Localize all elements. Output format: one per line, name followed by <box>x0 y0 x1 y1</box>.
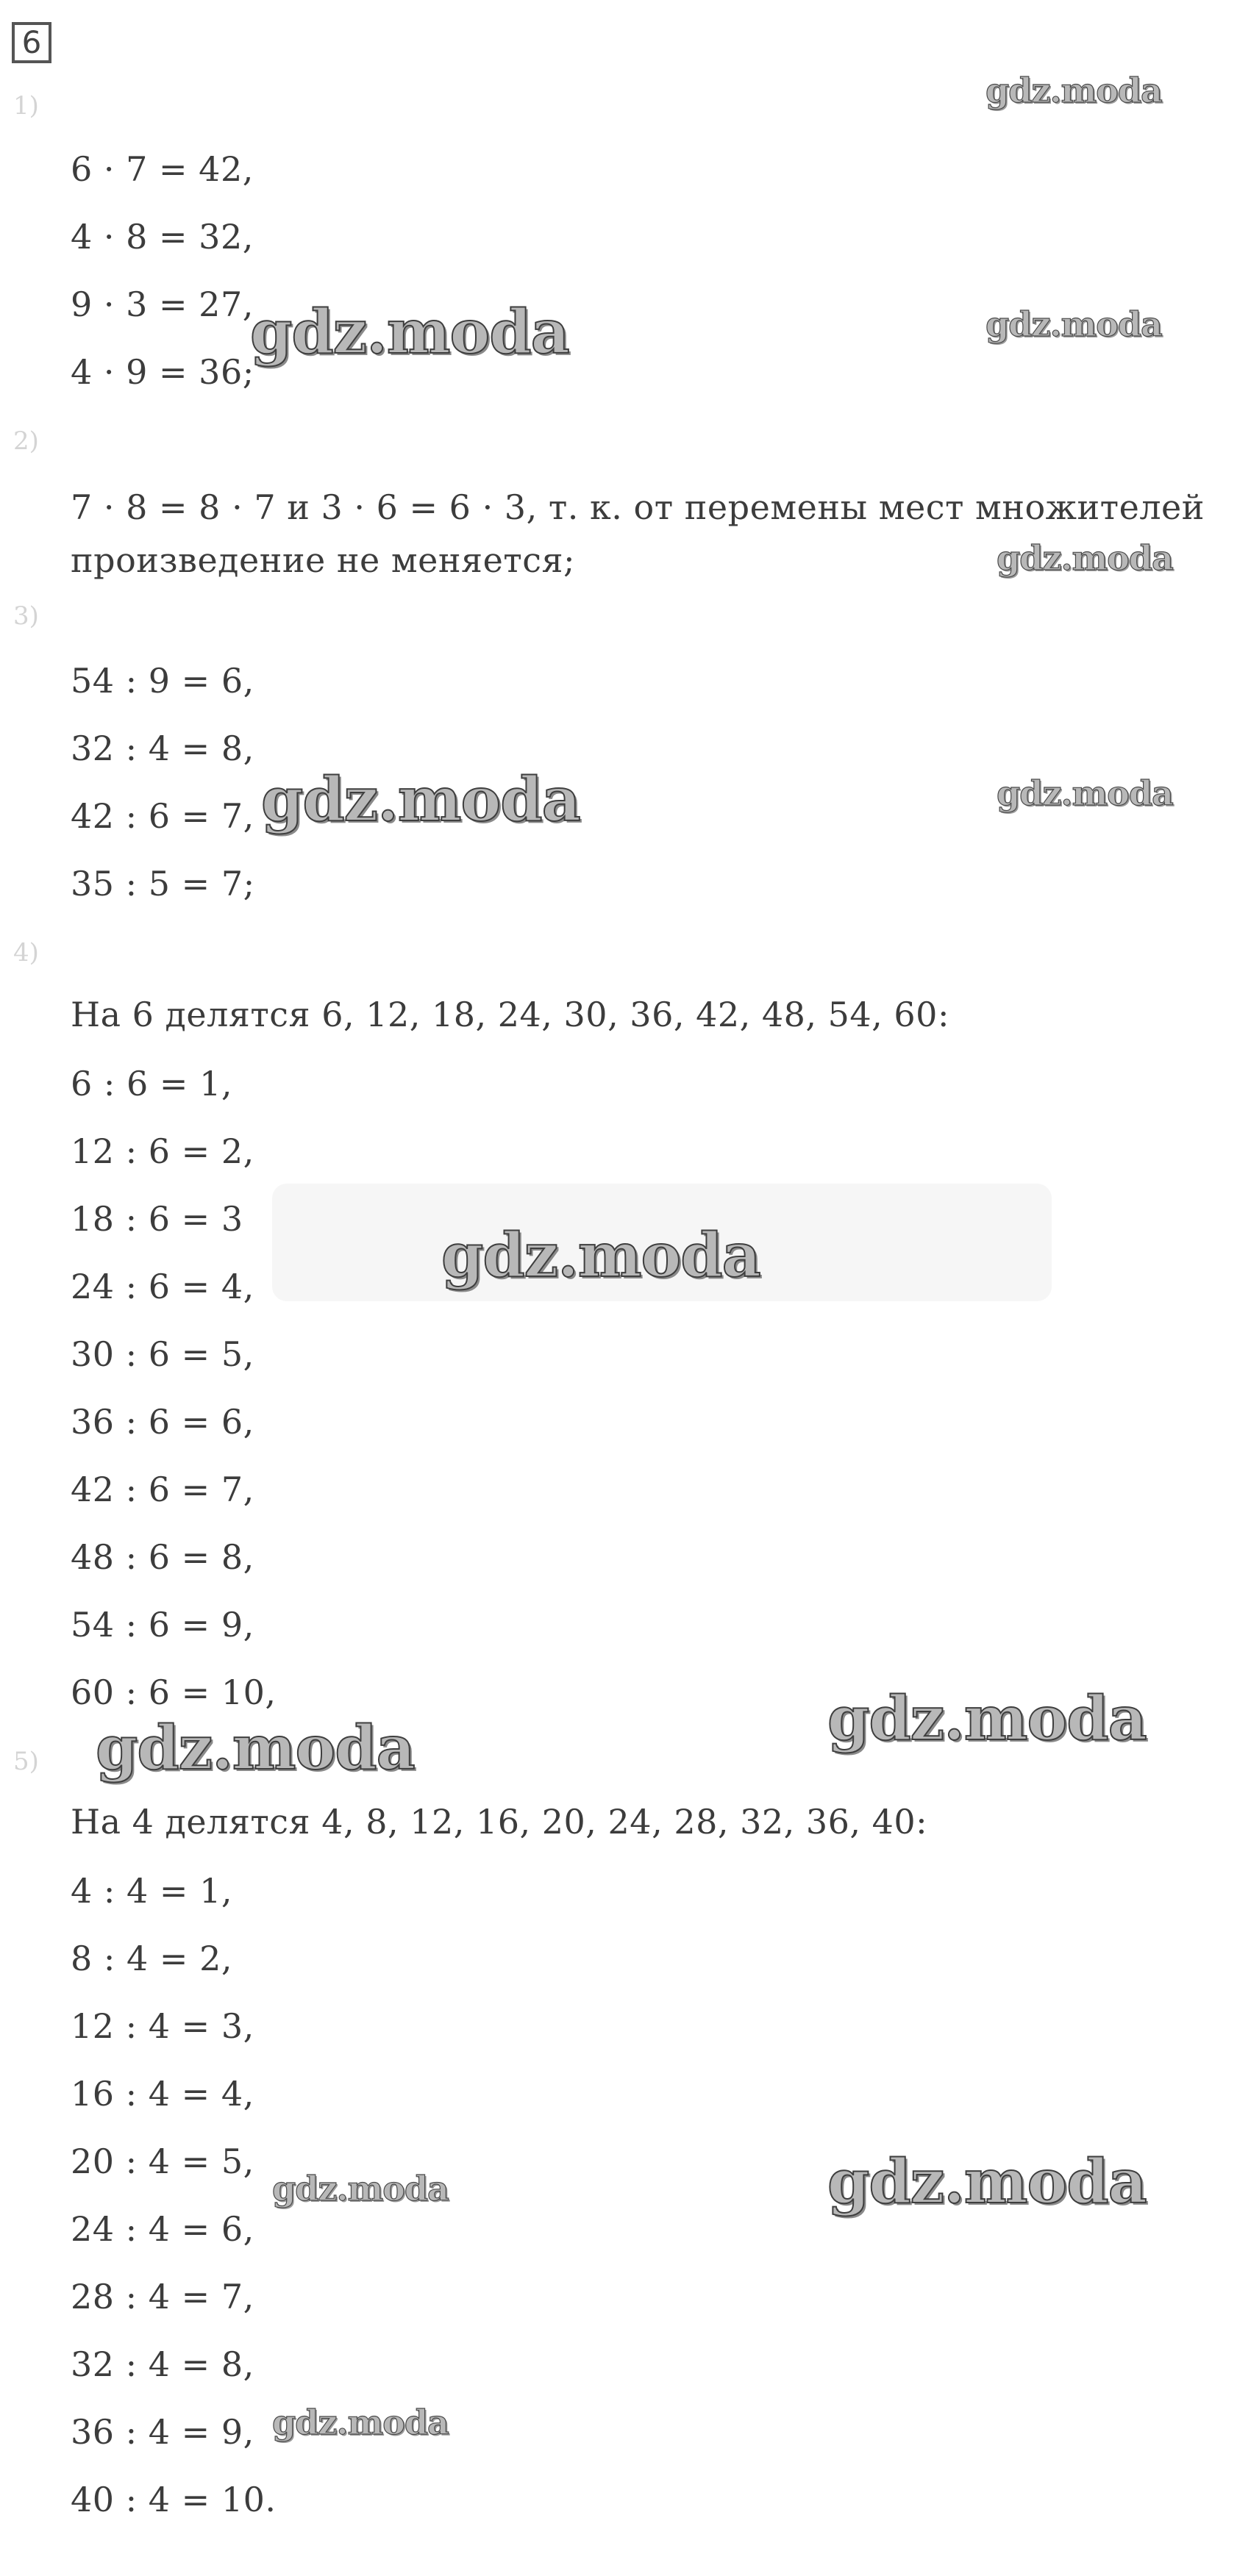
statement-line: На 6 делятся 6, 12, 18, 24, 30, 36, 42, 48, 54, 60: <box>71 995 949 1034</box>
equation-line: 36 : 4 = 9, <box>71 2412 254 2452</box>
watermark: gdz.moda <box>997 538 1173 578</box>
equation-line: 42 : 6 = 7, <box>71 796 254 836</box>
equation-line: 4 · 8 = 32, <box>71 217 254 257</box>
equation-line: 6 : 6 = 1, <box>71 1064 232 1103</box>
watermark: gdz.moda <box>261 765 580 835</box>
equation-line: 40 : 4 = 10. <box>71 2480 277 2519</box>
section-label: 1) <box>13 91 39 121</box>
equation-line: 48 : 6 = 8, <box>71 1537 254 1577</box>
task-number-box: 6 <box>12 22 51 63</box>
equation-line: 6 · 7 = 42, <box>71 149 254 189</box>
section-label: 3) <box>13 601 39 631</box>
section-label: 2) <box>13 426 39 456</box>
equation-line: 30 : 6 = 5, <box>71 1334 254 1374</box>
watermark: gdz.moda <box>272 2169 449 2208</box>
equation-line: 54 : 6 = 9, <box>71 1605 254 1645</box>
watermark: gdz.moda <box>986 71 1162 110</box>
statement-line: На 4 делятся 4, 8, 12, 16, 20, 24, 28, 32, 36, 40: <box>71 1802 928 1842</box>
equation-line: 12 : 4 = 3, <box>71 2006 254 2046</box>
equation-line: 12 : 6 = 2, <box>71 1131 254 1171</box>
section-label: 4) <box>13 938 39 967</box>
equation-line: 24 : 6 = 4, <box>71 1267 254 1306</box>
equation-line: 32 : 4 = 8, <box>71 729 254 768</box>
equation-line: 35 : 5 = 7; <box>71 864 255 904</box>
equation-line: 32 : 4 = 8, <box>71 2344 254 2384</box>
watermark: gdz.moda <box>441 1220 760 1291</box>
equation-line: 18 : 6 = 3 <box>71 1199 243 1239</box>
watermark: gdz.moda <box>827 2147 1147 2217</box>
watermark: gdz.moda <box>96 1713 415 1783</box>
equation-line: 36 : 6 = 6, <box>71 1402 254 1442</box>
equation-line: 28 : 4 = 7, <box>71 2277 254 2316</box>
watermark: gdz.moda <box>272 2403 449 2442</box>
watermark: gdz.moda <box>986 304 1162 344</box>
equation-line: 24 : 4 = 6, <box>71 2209 254 2249</box>
equation-line: 60 : 6 = 10, <box>71 1672 277 1712</box>
equation-line: 42 : 6 = 7, <box>71 1470 254 1509</box>
equation-line: 9 · 3 = 27, <box>71 285 254 324</box>
statement-paragraph: 7 · 8 = 8 · 7 и 3 · 6 = 6 · 3, т. к. от перемены мест множителей произведение не меняется; <box>71 487 1205 580</box>
equation-line: 4 · 9 = 36; <box>71 352 254 392</box>
equation-line: 20 : 4 = 5, <box>71 2142 254 2181</box>
equation-line: 4 : 4 = 1, <box>71 1871 232 1911</box>
watermark: gdz.moda <box>250 297 569 368</box>
section-label: 5) <box>13 1747 39 1776</box>
equation-line: 16 : 4 = 4, <box>71 2074 254 2114</box>
watermark: gdz.moda <box>997 773 1173 813</box>
equation-line: 54 : 9 = 6, <box>71 661 254 701</box>
watermark: gdz.moda <box>827 1684 1147 1754</box>
equation-line: 8 : 4 = 2, <box>71 1939 232 1978</box>
